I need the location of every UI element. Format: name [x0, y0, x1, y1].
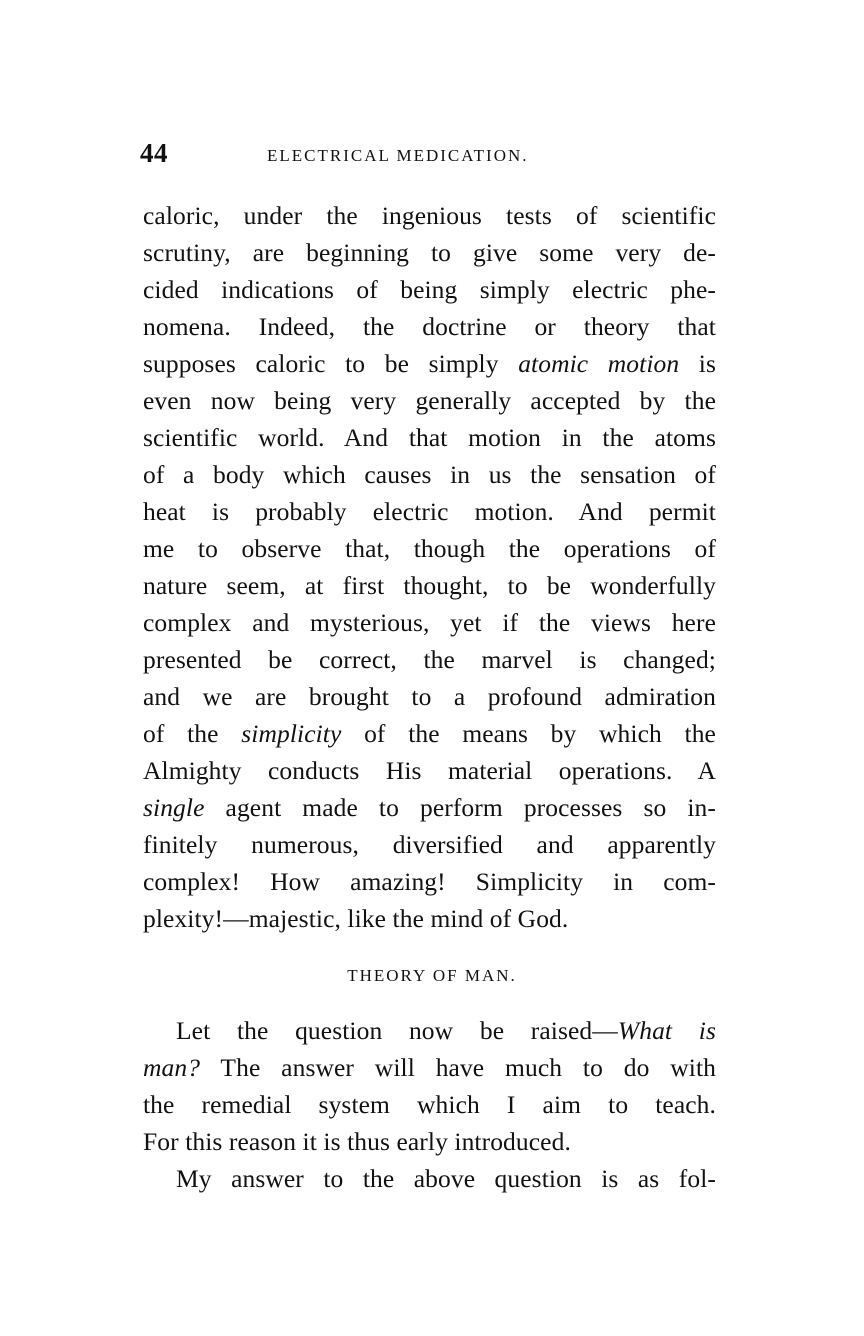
paragraph-theory-of-man: [143, 1012, 716, 1197]
text-line: complex! How amazing! Simplicity in com-: [143, 867, 716, 896]
text-line: of the simplicity of the means by which the: [143, 719, 716, 748]
text-line: nature seem, at first thought, to be wonderfully: [143, 571, 716, 600]
text-line: plexity!—majestic, like the mind of God.: [143, 904, 569, 933]
text-line: single agent made to perform processes so in-: [143, 793, 716, 822]
text-line: supposes caloric to be simply atomic motion is: [143, 349, 716, 378]
text-line: scientific world. And that motion in the atoms: [143, 423, 716, 452]
text-line: even now being very generally accepted by the: [143, 386, 716, 415]
text-line: For this reason it is thus early introduced.: [143, 1127, 571, 1156]
text-line: scrutiny, are beginning to give some very de-: [143, 238, 716, 267]
text-line: presented be correct, the marvel is changed;: [143, 645, 716, 674]
text-line: caloric, under the ingenious tests of scientific: [143, 201, 716, 230]
text-line: man? The answer will have much to do with: [143, 1053, 716, 1082]
paragraph-caloric: [143, 197, 716, 937]
text-line: of a body which causes in us the sensation of: [143, 460, 716, 489]
text-line: complex and mysterious, yet if the views here: [143, 608, 716, 637]
text-line: Let the question now be raised—What is: [176, 1016, 716, 1045]
page-number: 44: [140, 138, 168, 168]
text-line: cided indications of being simply electric phe-: [143, 275, 716, 304]
text-line: heat is probably electric motion. And permit: [143, 497, 716, 526]
italic-emphasis: single: [143, 793, 205, 822]
text-line: me to observe that, though the operations of: [143, 534, 716, 563]
running-title: ELECTRICAL MEDICATION.: [267, 146, 529, 165]
text-line: finitely numerous, diversified and apparently: [143, 830, 716, 859]
italic-emphasis: simplicity: [241, 719, 342, 748]
section-heading: [0, 966, 864, 986]
italic-emphasis: man?: [143, 1053, 201, 1082]
text-line: nomena. Indeed, the doctrine or theory that: [143, 312, 716, 341]
text-line: My answer to the above question is as fol-: [176, 1164, 716, 1193]
italic-emphasis: atomic motion: [518, 349, 680, 378]
running-head: [140, 138, 720, 170]
text-line: the remedial system which I aim to teach.: [143, 1090, 716, 1119]
text-line: Almighty conducts His material operations. A: [143, 756, 716, 785]
italic-emphasis: What is: [617, 1016, 716, 1045]
text-line: and we are brought to a profound admiration: [143, 682, 716, 711]
section-heading-text: THEORY OF MAN.: [347, 966, 517, 985]
